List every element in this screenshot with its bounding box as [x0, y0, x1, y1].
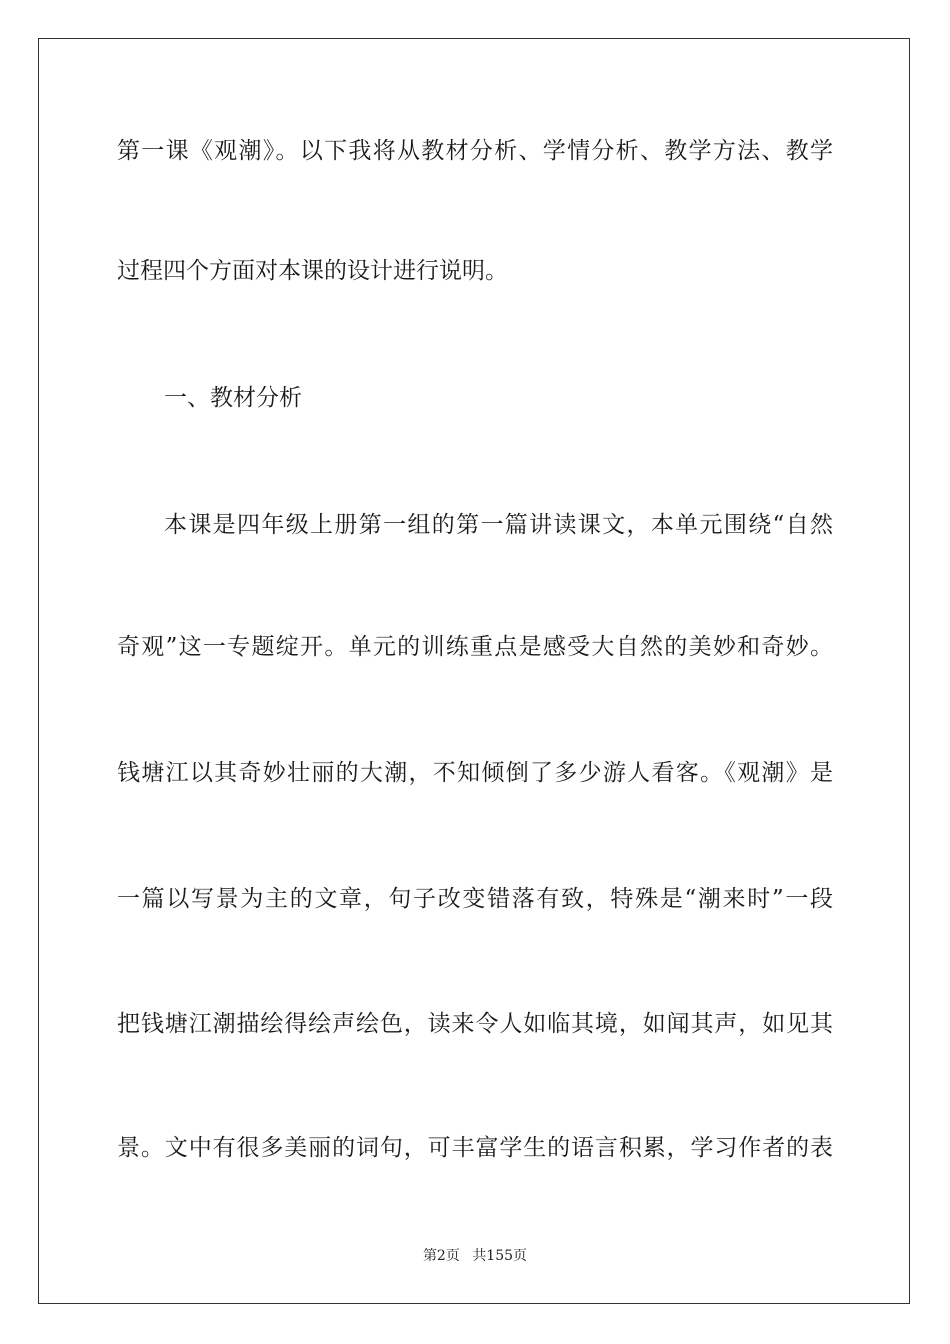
body-text-line: 过程四个方面对本课的设计进行说明。 — [117, 258, 508, 284]
page-border — [38, 38, 910, 1304]
body-text-line: 一篇以写景为主的文章，句子改变错落有致，特殊是“潮来时”一段 — [117, 886, 833, 912]
body-text-line: 景。文中有很多美丽的词句，可丰富学生的语言积累，学习作者的表 — [117, 1135, 833, 1161]
body-text-line: 奇观”这一专题绽开。单元的训练重点是感受大自然的美妙和奇妙。 — [117, 634, 833, 660]
body-text-line: 第一课《观潮》。以下我将从教材分析、学情分析、教学方法、教学 — [117, 138, 833, 164]
page-number-total: 共155页 — [472, 1248, 528, 1264]
page-number-current: 第2页 — [422, 1248, 460, 1264]
body-text-line: 钱塘江以其奇妙壮丽的大潮，不知倾倒了多少游人看客。《观潮》是 — [117, 760, 833, 786]
body-text-line: 把钱塘江潮描绘得绘声绘色，读来令人如临其境，如闻其声，如见其 — [117, 1011, 833, 1037]
body-text-line: 本课是四年级上册第一组的第一篇讲读课文，本单元围绕“自然 — [164, 512, 833, 538]
section-heading: 一、教材分析 — [164, 385, 302, 411]
page-footer — [0, 1246, 950, 1266]
